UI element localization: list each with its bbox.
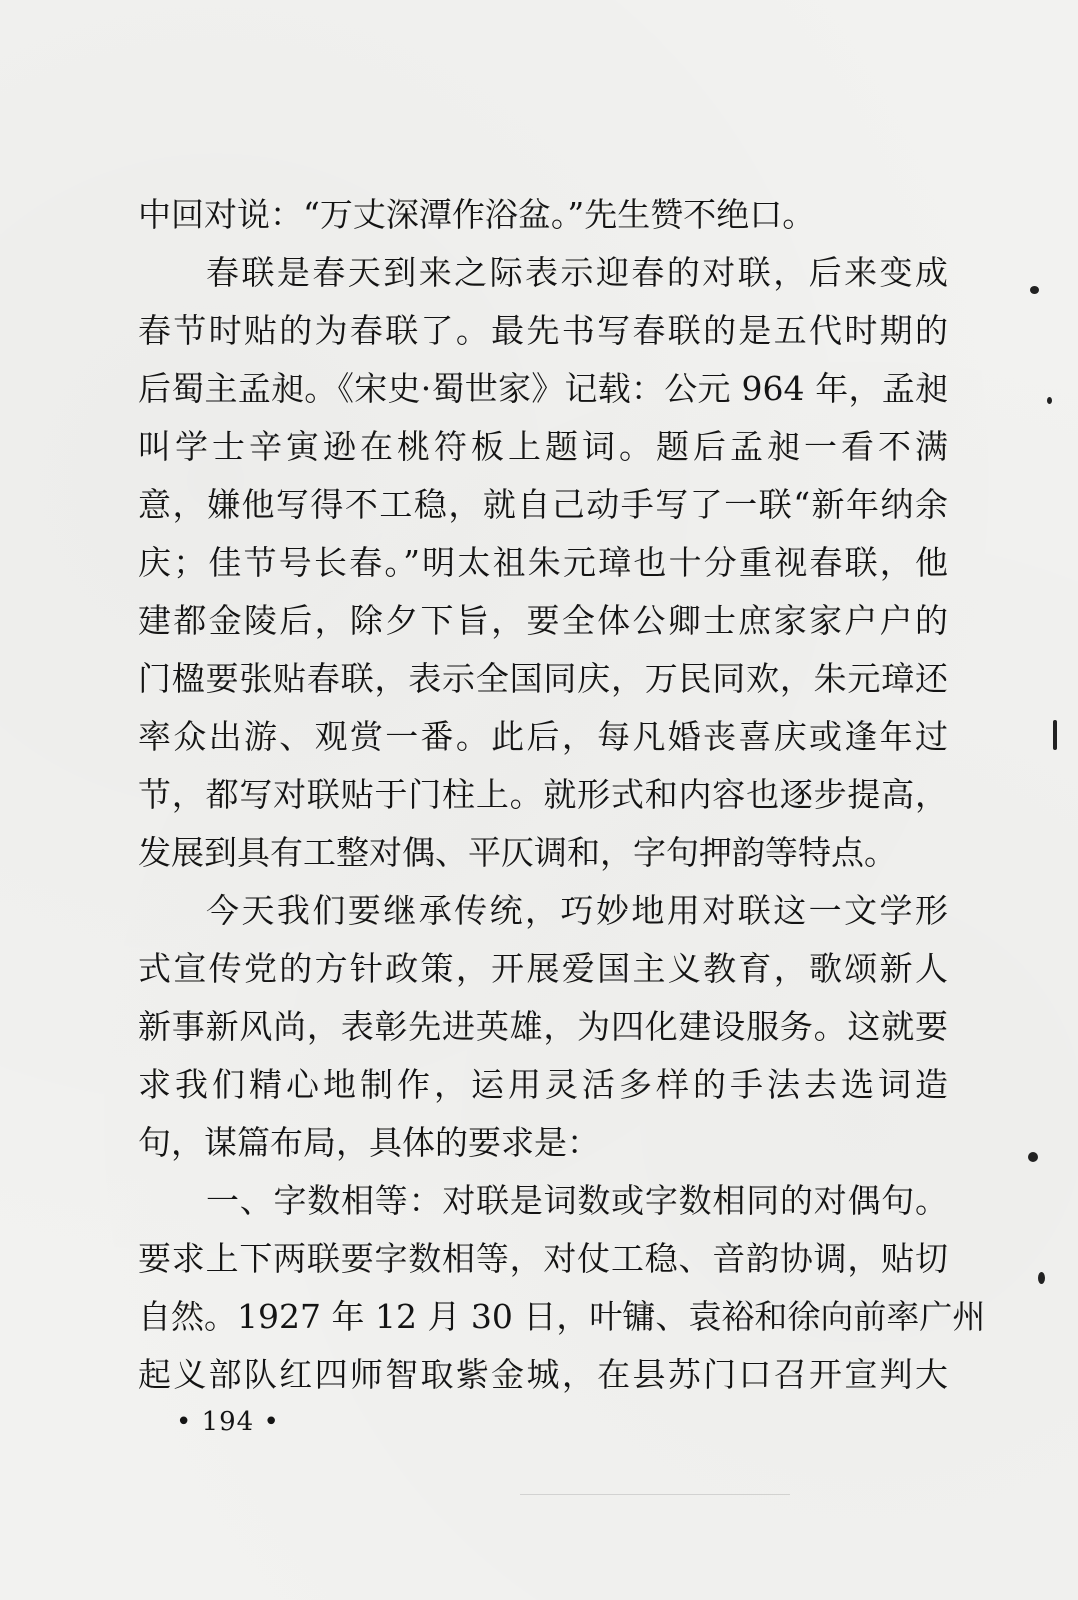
text-line: 意，嫌他写得不工稳，就自己动手写了一联“新年纳余: [138, 485, 948, 524]
text-line: 要求上下两联要字数相等，对仗工稳、音韵协调，贴切: [138, 1239, 948, 1278]
text-line: 句，谋篇布局，具体的要求是：: [138, 1123, 600, 1162]
scan-speck: [1047, 397, 1052, 404]
scan-speck: [1053, 720, 1057, 750]
scan-speck: [1030, 286, 1039, 294]
text-line: 率众出游、观赏一番。此后，每凡婚丧喜庆或逢年过: [138, 717, 948, 756]
text-line: 求我们精心地制作，运用灵活多样的手法去选词造: [138, 1065, 948, 1104]
text-line: 叫学士辛寅逊在桃符板上题词。题后孟昶一看不满: [138, 427, 948, 466]
text-line: 春联是春天到来之际表示迎春的对联，后来变成: [206, 253, 948, 292]
text-line: 门楹要张贴春联，表示全国同庆，万民同欢，朱元璋还: [138, 659, 948, 698]
text-line: 自然。1927 年 12 月 30 日，叶镛、袁裕和徐向前率广州: [138, 1297, 986, 1336]
text-line: 新事新风尚，表彰先进英雄，为四化建设服务。这就要: [138, 1007, 948, 1046]
text-line: 庆；佳节号长春。”明太祖朱元璋也十分重视春联，他: [138, 543, 948, 582]
text-line: 后蜀主孟昶。《宋史·蜀世家》记载：公元 964 年，孟昶: [138, 369, 948, 408]
body-text: [138, 186, 986, 1404]
text-line: 今天我们要继承传统，巧妙地用对联这一文学形: [206, 891, 948, 930]
text-line: 节，都写对联贴于门柱上。就形式和内容也逐步提高，: [138, 775, 948, 814]
text-line: 式宣传党的方针政策，开展爱国主义教育，歌颂新人: [138, 949, 948, 988]
scan-speck: [1038, 1272, 1045, 1284]
text-line: 春节时贴的为春联了。最先书写春联的是五代时期的: [138, 311, 948, 350]
scan-speck: [1028, 1152, 1038, 1162]
text-line: 一、字数相等：对联是词数或字数相同的对偶句。: [206, 1181, 948, 1220]
text-line: 起义部队红四师智取紫金城，在县苏门口召开宣判大: [138, 1355, 948, 1394]
text-line: 中回对说：“万丈深潭作浴盆。”先生赞不绝口。: [138, 195, 816, 234]
page-number: • 194 •: [176, 1407, 280, 1437]
text-line: 建都金陵后，除夕下旨，要全体公卿士庶家家户户的: [138, 601, 948, 640]
text-line: 发展到具有工整对偶、平仄调和，字句押韵等特点。: [138, 833, 897, 872]
scan-edge-line: [520, 1494, 790, 1495]
